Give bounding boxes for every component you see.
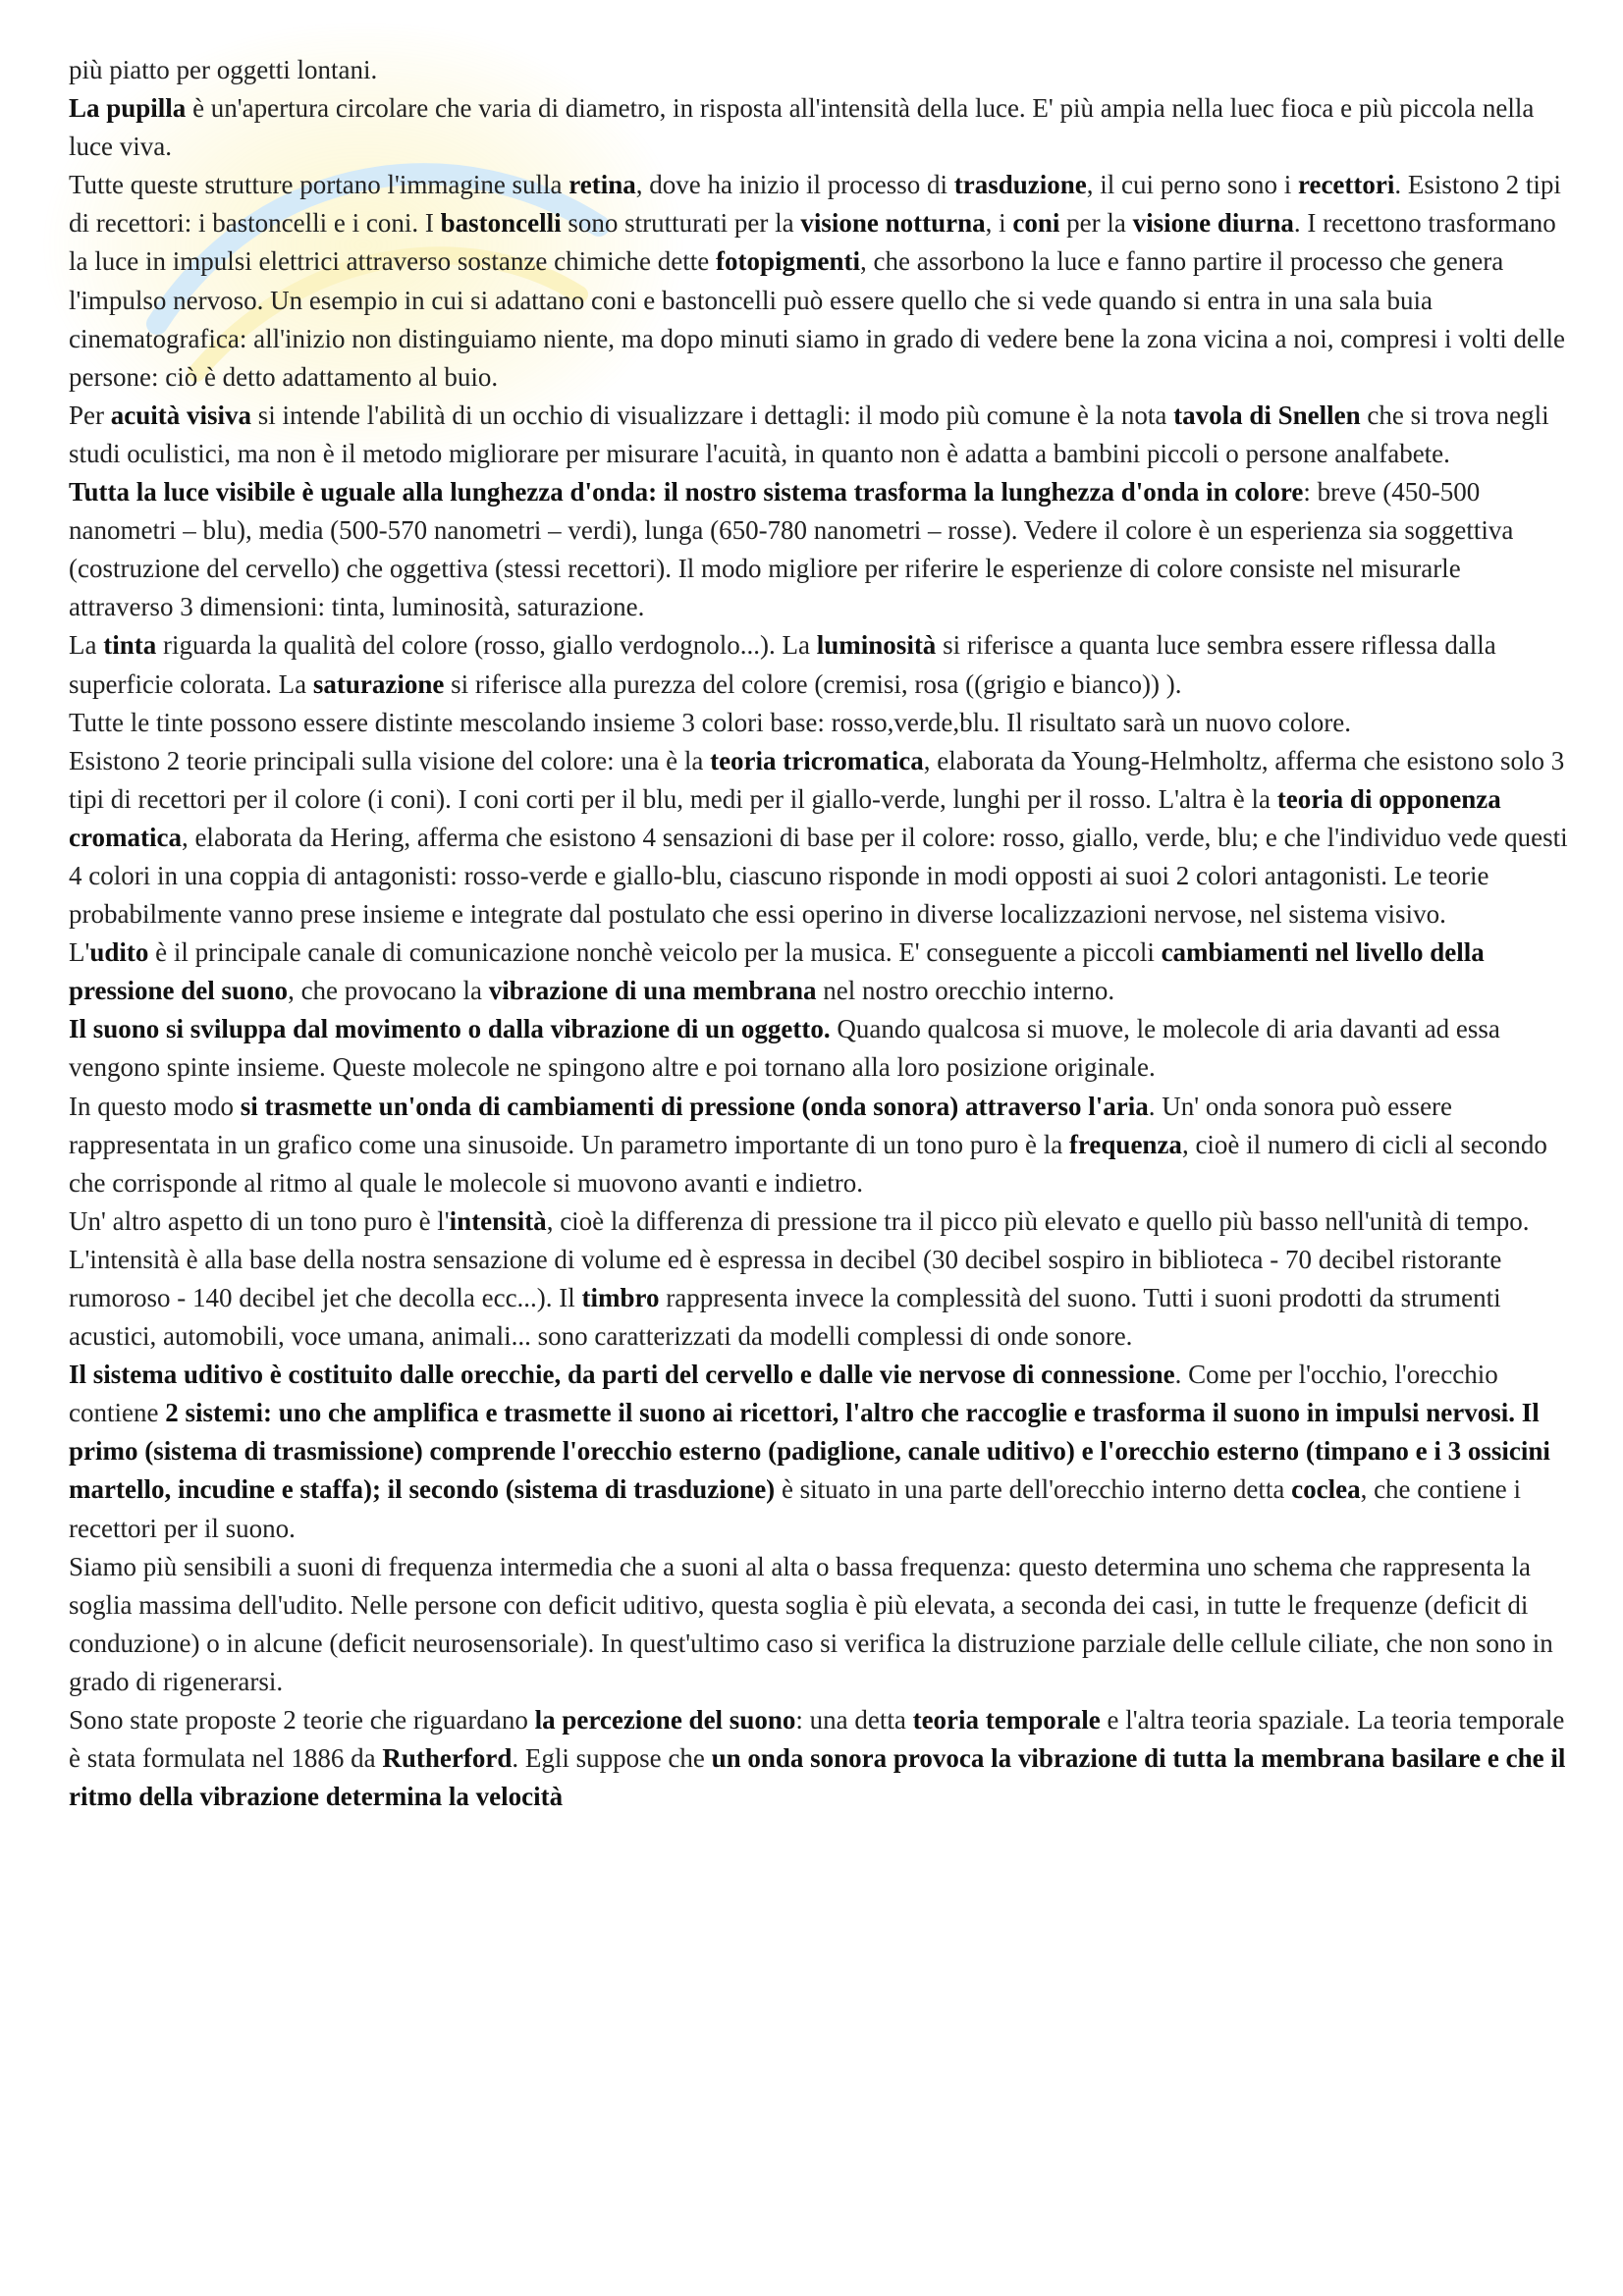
text-run: è un'apertura circolare che varia di diametro, in risposta all'intensità della luce. E' più ampia nella luec fioca e più piccola nella luce viva. bbox=[69, 93, 1535, 162]
text-run: , elaborata da Young-Helmholtz, afferma che esistono solo 3 tipi di recettori per il colore (i coni). I coni corti per il blu, medi per il giallo-verde, lunghi per il rosso. L'altra è la bbox=[69, 745, 1565, 814]
text-run: nel nostro orecchio interno. bbox=[816, 976, 1115, 1006]
text-run: , che provocano la bbox=[288, 976, 489, 1006]
bold-text-run: teoria tricromatica bbox=[710, 745, 924, 775]
bold-text-run: frequenza bbox=[1068, 1129, 1182, 1159]
text-run: L' bbox=[69, 937, 90, 968]
text-run: , che assorbono la luce e fanno partire il processo che genera l'impulso nervoso. Un esempio in cui si adattano coni e bastoncelli può essere quello che si vede quando si entra in una sala buia cinematografica: all'inizio non distinguiamo niente, ma dopo minuti siamo in grado di vedere bene la zona vicina a noi, compresi i volti delle persone: ciò è detto adattamento al buio. bbox=[69, 246, 1565, 392]
bold-text-run: visione diurna bbox=[1132, 208, 1294, 239]
paragraph bbox=[69, 473, 1571, 626]
paragraph bbox=[69, 1202, 1571, 1356]
text-run: è situato in una parte dell'orecchio interno detta bbox=[775, 1474, 1292, 1505]
text-run: : breve (450-500 nanometri – blu), media (500-570 nanometri – verdi), lunga (650-780 nanometri – rosse). Vedere il colore è un esperienza sia soggettiva (costruzione del cervello) che oggettiva (stessi recettori). Il modo migliore per riferire le esperienze di colore consiste nel misurarle attraverso 3 dimensioni: tinta, luminosità, saturazione. bbox=[69, 477, 1514, 622]
document-page bbox=[69, 51, 1571, 1816]
text-run: Quando qualcosa si muove, le molecole di aria davanti ad essa vengono spinte insieme. Queste molecole ne spingono altre e poi tornano alla loro posizione originale. bbox=[69, 1014, 1500, 1083]
text-run: e l'altra teoria spaziale. La teoria temporale è stata formulata nel 1886 da bbox=[69, 1705, 1565, 1774]
text-run: si intende l'abilità di un occhio di visualizzare i dettagli: il modo più comune è la nota bbox=[251, 400, 1174, 430]
paragraph bbox=[69, 704, 1571, 742]
text-run: . Esistono 2 tipi di recettori: i bastoncelli e i coni. I bbox=[69, 170, 1561, 239]
paragraph bbox=[69, 1010, 1571, 1087]
bold-text-run: fotopigmenti bbox=[716, 246, 860, 277]
bold-text-run: bastoncelli bbox=[440, 208, 562, 239]
bold-text-run: si trasmette un'onda di cambiamenti di pressione (onda sonora) attraverso l'aria bbox=[240, 1091, 1149, 1121]
bold-text-run: un onda sonora provoca la vibrazione di tutta la membrana basilare e che il ritmo della vibrazione determina la velocità bbox=[69, 1743, 1566, 1812]
text-run: , i bbox=[985, 208, 1013, 239]
text-run: : una detta bbox=[795, 1705, 913, 1735]
bold-text-run: tavola di Snellen bbox=[1173, 400, 1361, 430]
text-run: che si trova negli studi oculistici, ma non è il metodo migliorare per misurare l'acuità, in quanto non è adatta a bambini piccoli o persone analfabete. bbox=[69, 400, 1549, 468]
text-run: . Un' onda sonora può essere rappresentata in un grafico come una sinusoide. Un parametro importante di un tono puro è la bbox=[69, 1091, 1453, 1159]
text-run: , cioè la differenza di pressione tra il picco più elevato e quello più basso nell'unità di tempo. L'intensità è alla base della nostra sensazione di volume ed è espressa in decibel (30 decibel sospiro in biblioteca - 70 decibel ristorante rumoroso - 140 decibel jet che decolla ecc...). Il bbox=[69, 1205, 1530, 1312]
paragraph bbox=[69, 397, 1571, 473]
text-run: riguarda la qualità del colore (rosso, giallo verdognolo...). La bbox=[156, 630, 817, 661]
paragraph bbox=[69, 51, 1571, 89]
text-run: per la bbox=[1059, 208, 1133, 239]
paragraph bbox=[69, 1701, 1571, 1816]
bold-text-run: timbro bbox=[581, 1283, 660, 1312]
bold-text-run: La pupilla bbox=[69, 93, 187, 124]
paragraph bbox=[69, 742, 1571, 934]
text-run: Tutte queste strutture portano l'immagine sulla bbox=[69, 170, 569, 200]
text-run: Tutte le tinte possono essere distinte mescolando insieme 3 colori base: rosso,verde,blu. Il risultato sarà un nuovo colore. bbox=[69, 707, 1351, 737]
bold-text-run: la percezione del suono bbox=[534, 1705, 796, 1735]
bold-text-run: teoria di opponenza cromatica bbox=[69, 783, 1501, 852]
text-run: è il principale canale di comunicazione nonchè veicolo per la musica. E' conseguente a piccoli bbox=[148, 937, 1162, 968]
text-run: , elaborata da Hering, afferma che esistono 4 sensazioni di base per il colore: rosso, giallo, verde, blu; e che l'individuo vede questi 4 colori in una coppia di antagonisti: rosso-verde e giallo-blu, ciascuno risponde in modi opposti ai suoi 2 colori antagonisti. Le teorie probabilmente vanno prese insieme e integrate dal postulato che essi operino in diverse localizzazioni nervose, nel sistema visivo. bbox=[69, 822, 1568, 930]
bold-text-run: visione notturna bbox=[800, 208, 986, 239]
bold-text-run: Il suono si sviluppa dal movimento o dalla vibrazione di un oggetto. bbox=[69, 1014, 831, 1044]
paragraph bbox=[69, 89, 1571, 166]
paragraph bbox=[69, 1548, 1571, 1701]
bold-text-run: Tutta la luce visibile è uguale alla lunghezza d'onda: il nostro sistema trasforma la lunghezza d'onda in colore bbox=[69, 477, 1304, 507]
text-run: . I recettono trasformano la luce in impulsi elettrici attraverso sostanze chimiche dette bbox=[69, 208, 1556, 277]
text-run: In questo modo bbox=[69, 1091, 241, 1121]
bold-text-run: tinta bbox=[103, 630, 157, 661]
bold-text-run: vibrazione di una membrana bbox=[488, 976, 817, 1006]
text-run: più piatto per oggetti lontani. bbox=[69, 55, 378, 84]
text-run: rappresenta invece la complessità del suono. Tutti i suoni prodotti da strumenti acustici, automobili, voce umana, animali... sono caratterizzati da modelli complessi di onde sonore. bbox=[69, 1283, 1501, 1352]
bold-text-run: cambiamenti nel livello della pressione del suono bbox=[69, 937, 1485, 1006]
text-run: , che contiene i recettori per il suono. bbox=[69, 1474, 1521, 1543]
bold-text-run: 2 sistemi: uno che amplifica e trasmette il suono ai ricettori, l'altro che raccoglie e trasforma il suono in impulsi nervosi. Il primo (sistema di trasmissione) comprende l'orecchio esterno (padiglione, canale uditivo) e l'orecchio esterno (timpano e i 3 ossicini martello, incudine e staffa); il secondo (sistema di trasduzione) bbox=[69, 1398, 1550, 1505]
text-run: La bbox=[69, 630, 104, 661]
bold-text-run: trasduzione bbox=[953, 170, 1087, 200]
paragraph bbox=[69, 166, 1571, 397]
text-run: , cioè il numero di cicli al secondo che corrisponde al ritmo al quale le molecole si muovono avanti e indietro. bbox=[69, 1129, 1547, 1198]
text-run: si riferisce alla purezza del colore (cremisi, rosa ((grigio e bianco)) ). bbox=[444, 668, 1182, 699]
paragraph bbox=[69, 1088, 1571, 1202]
bold-text-run: intensità bbox=[449, 1205, 547, 1236]
paragraph bbox=[69, 626, 1571, 703]
text-run: Esistono 2 teorie principali sulla visione del colore: una è la bbox=[69, 745, 711, 775]
bold-text-run: acuità visiva bbox=[110, 400, 252, 430]
text-run: sono strutturati per la bbox=[561, 208, 801, 239]
bold-text-run: udito bbox=[89, 937, 149, 968]
paragraph bbox=[69, 1356, 1571, 1547]
bold-text-run: Il sistema uditivo è costituito dalle orecchie, da parti del cervello e dalle vie nervose di connessione bbox=[69, 1360, 1175, 1390]
text-run: , dove ha inizio il processo di bbox=[635, 170, 954, 200]
text-run: , il cui perno sono i bbox=[1086, 170, 1298, 200]
bold-text-run: Rutherford bbox=[382, 1743, 513, 1774]
text-run: . Come per l'occhio, l'orecchio contiene bbox=[69, 1360, 1498, 1428]
bold-text-run: luminosità bbox=[816, 630, 937, 661]
bold-text-run: saturazione bbox=[312, 668, 445, 699]
text-run: Siamo più sensibili a suoni di frequenza intermedia che a suoni al alta o bassa frequenza: questo determina uno schema che rappresenta la soglia massima dell'udito. Nelle persone con deficit uditivo, questa soglia è più elevata, a seconda dei casi, in tutte le frequenze (deficit di conduzione) o in alcune (deficit neurosensoriale). In quest'ultimo caso si verifica la distruzione parziale delle cellule ciliate, che non sono in grado di rigenerarsi. bbox=[69, 1551, 1553, 1696]
bold-text-run: recettori bbox=[1297, 170, 1395, 200]
paragraph bbox=[69, 934, 1571, 1010]
text-run: Sono state proposte 2 teorie che riguardano bbox=[69, 1705, 535, 1735]
text-run: . Egli suppose che bbox=[512, 1743, 712, 1774]
bold-text-run: coni bbox=[1012, 208, 1060, 239]
text-run: si riferisce a quanta luce sembra essere riflessa dalla superficie colorata. La bbox=[69, 630, 1496, 699]
text-run: Per bbox=[69, 400, 111, 430]
bold-text-run: teoria temporale bbox=[912, 1705, 1101, 1735]
bold-text-run: coclea bbox=[1291, 1474, 1361, 1505]
bold-text-run: retina bbox=[568, 170, 636, 200]
text-run: Un' altro aspetto di un tono puro è l' bbox=[69, 1205, 450, 1236]
